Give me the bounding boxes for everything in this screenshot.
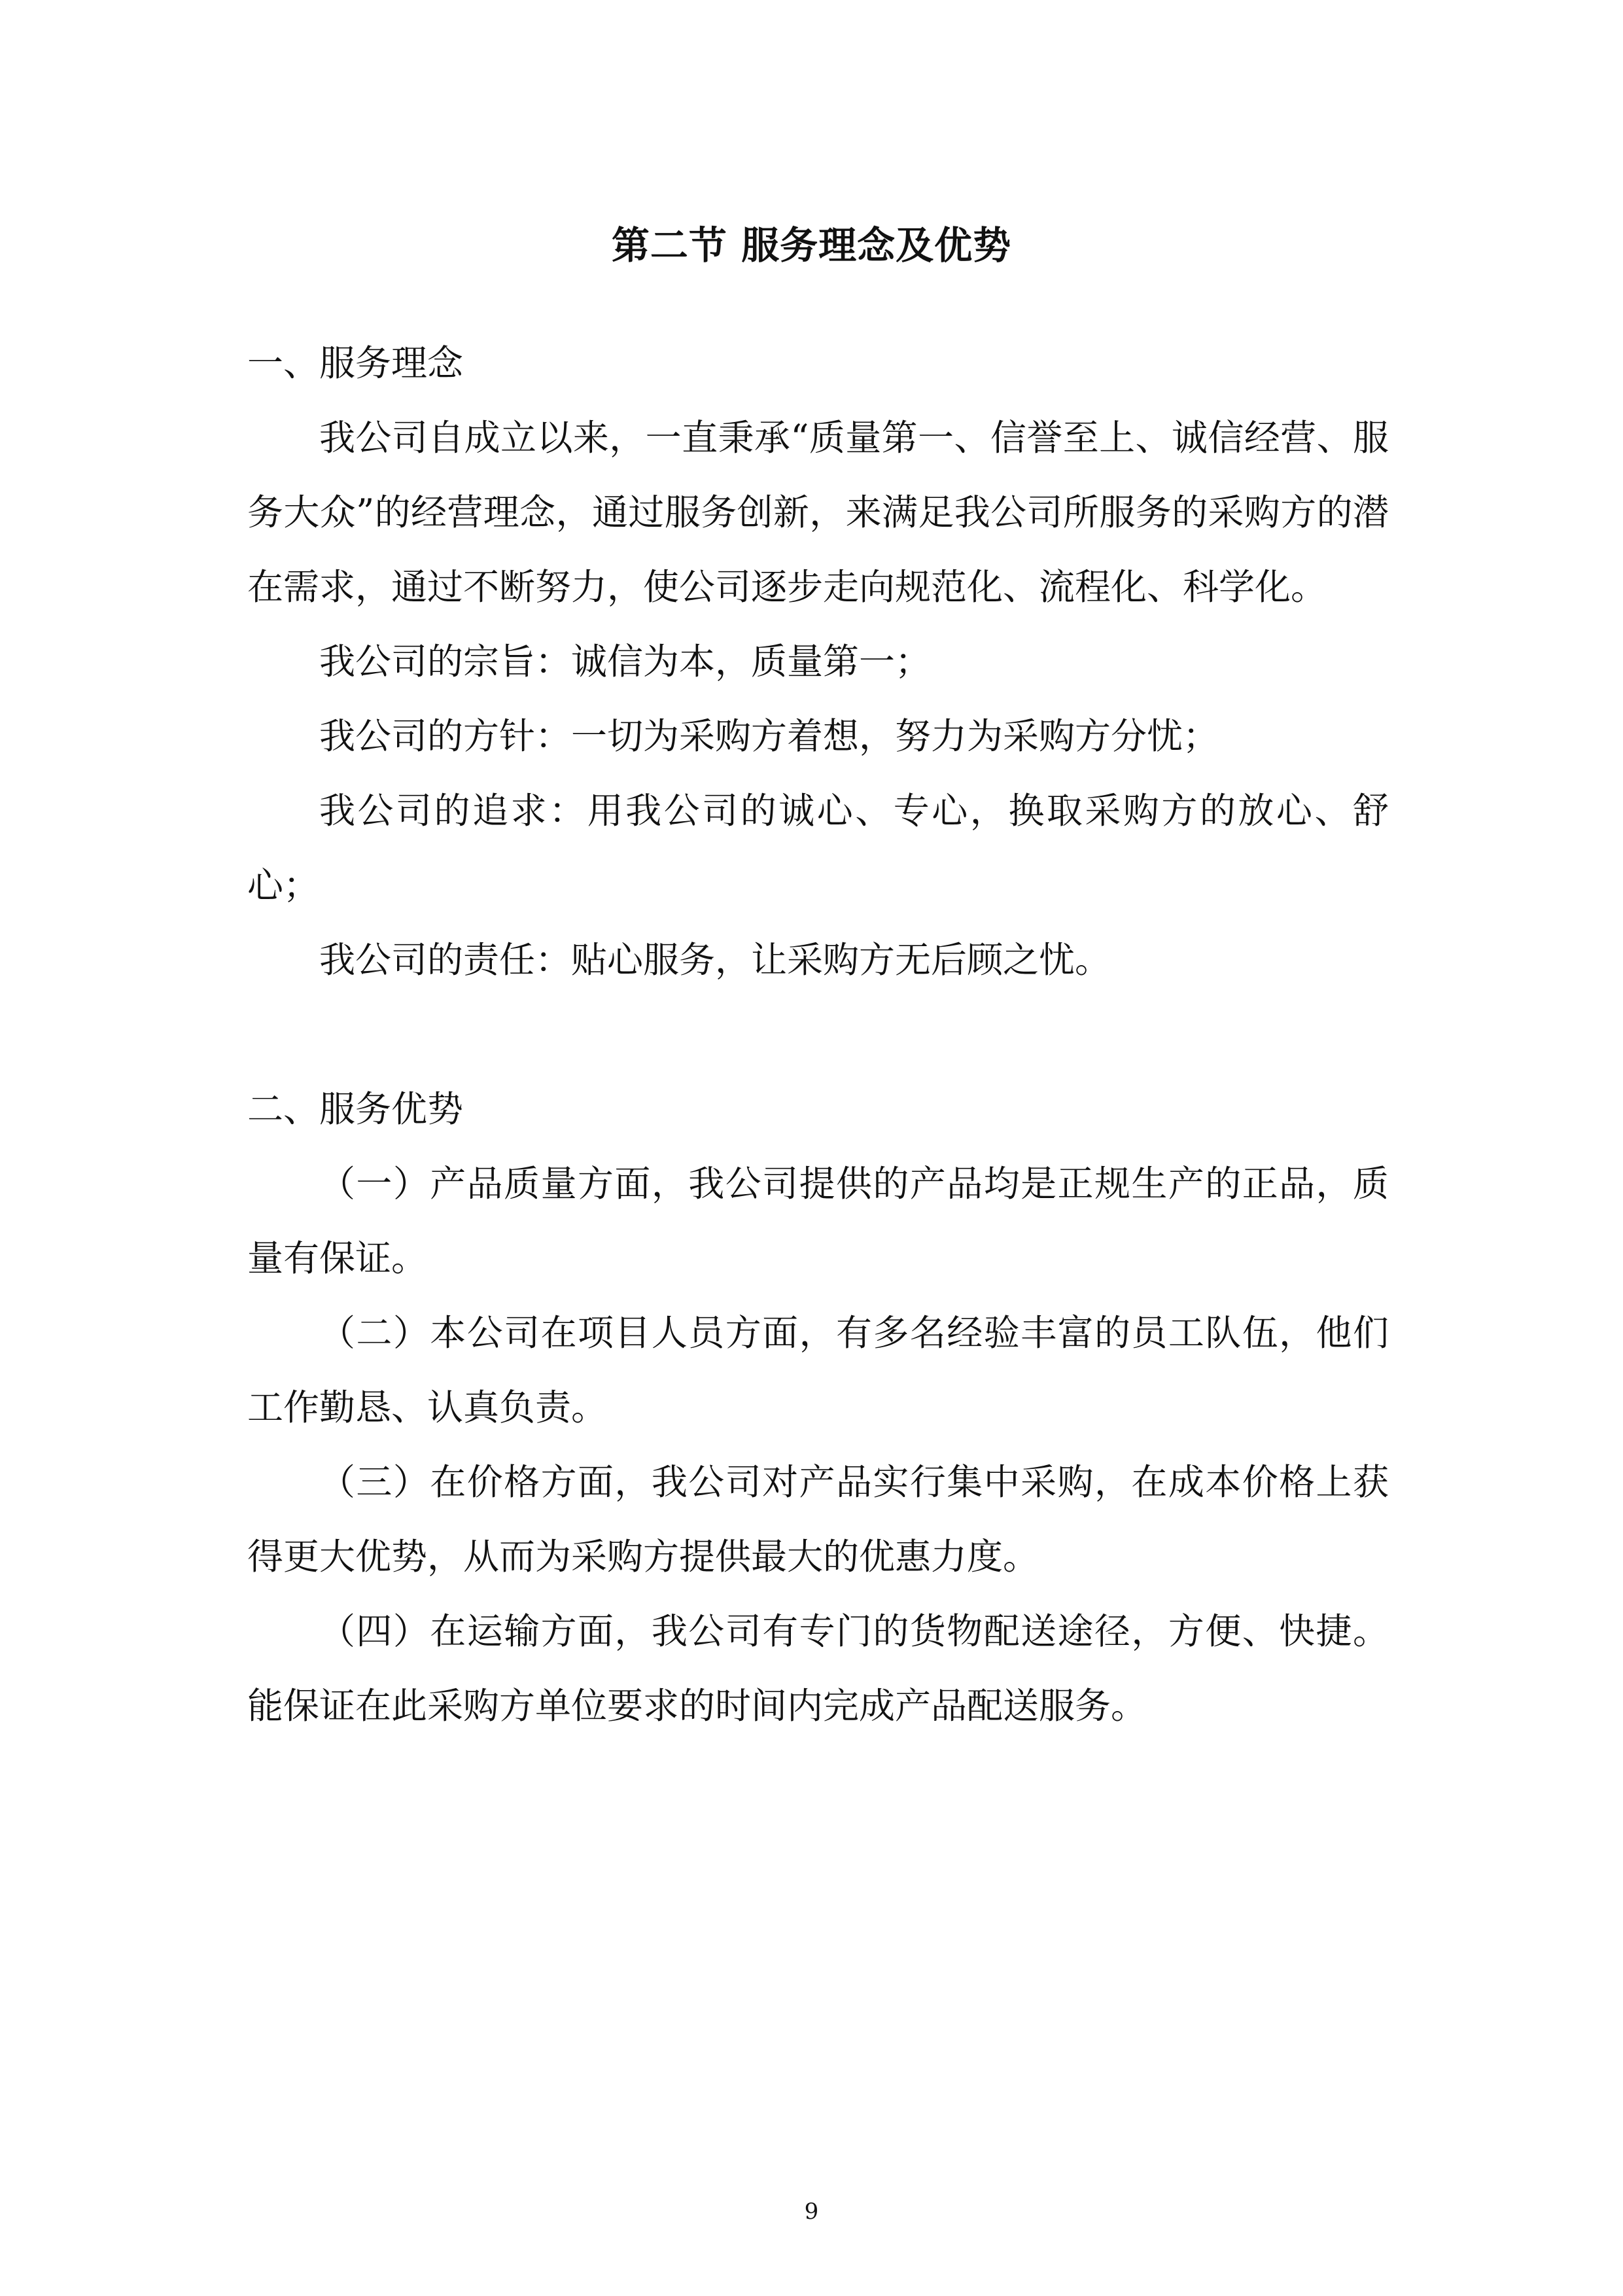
paragraph-company-philosophy: 我公司自成立以来，一直秉承“质量第一、信誉至上、诚信经营、服务大众”的经营理念，通过服务创新，来满足我公司所服务的采购方的潜在需求，通过不断努力，使公司逐步走向规范化、流程化、科学化。 xyxy=(247,417,1389,608)
paragraph-advantage-quality: （一）产品质量方面，我公司提供的产品均是正规生产的正品，质量有保证。 xyxy=(247,1163,1389,1279)
paragraph-advantage-price: （三）在价格方面，我公司对产品实行集中采购，在成本价格上获得更大优势，从而为采购方提供最大的优惠力度。 xyxy=(247,1461,1389,1578)
page-title: 第二节 服务理念及优势 xyxy=(611,222,1012,268)
section-heading-service-philosophy: 一、服务理念 xyxy=(247,342,464,384)
paragraph-company-responsibility: 我公司的责任：贴心服务，让采购方无后顾之忧。 xyxy=(319,939,1111,981)
paragraph-company-purpose: 我公司的宗旨：诚信为本，质量第一； xyxy=(319,641,932,682)
paragraph-company-policy: 我公司的方针：一切为采购方着想，努力为采购方分忧； xyxy=(319,715,1219,757)
paragraph-advantage-staff: （二）本公司在项目人员方面，有多名经验丰富的员工队伍，他们工作勤恳、认真负责。 xyxy=(247,1312,1389,1428)
section-heading-service-advantages: 二、服务优势 xyxy=(247,1088,464,1130)
paragraph-company-pursuit: 我公司的追求：用我公司的诚心、专心，换取采购方的放心、舒心； xyxy=(247,790,1389,906)
page-number: 9 xyxy=(804,2199,819,2225)
document-body xyxy=(247,326,1389,1743)
paragraph-advantage-transport: （四）在运输方面，我公司有专门的货物配送途径，方便、快捷。能保证在此采购方单位要求的时间内完成产品配送服务。 xyxy=(247,1610,1389,1727)
